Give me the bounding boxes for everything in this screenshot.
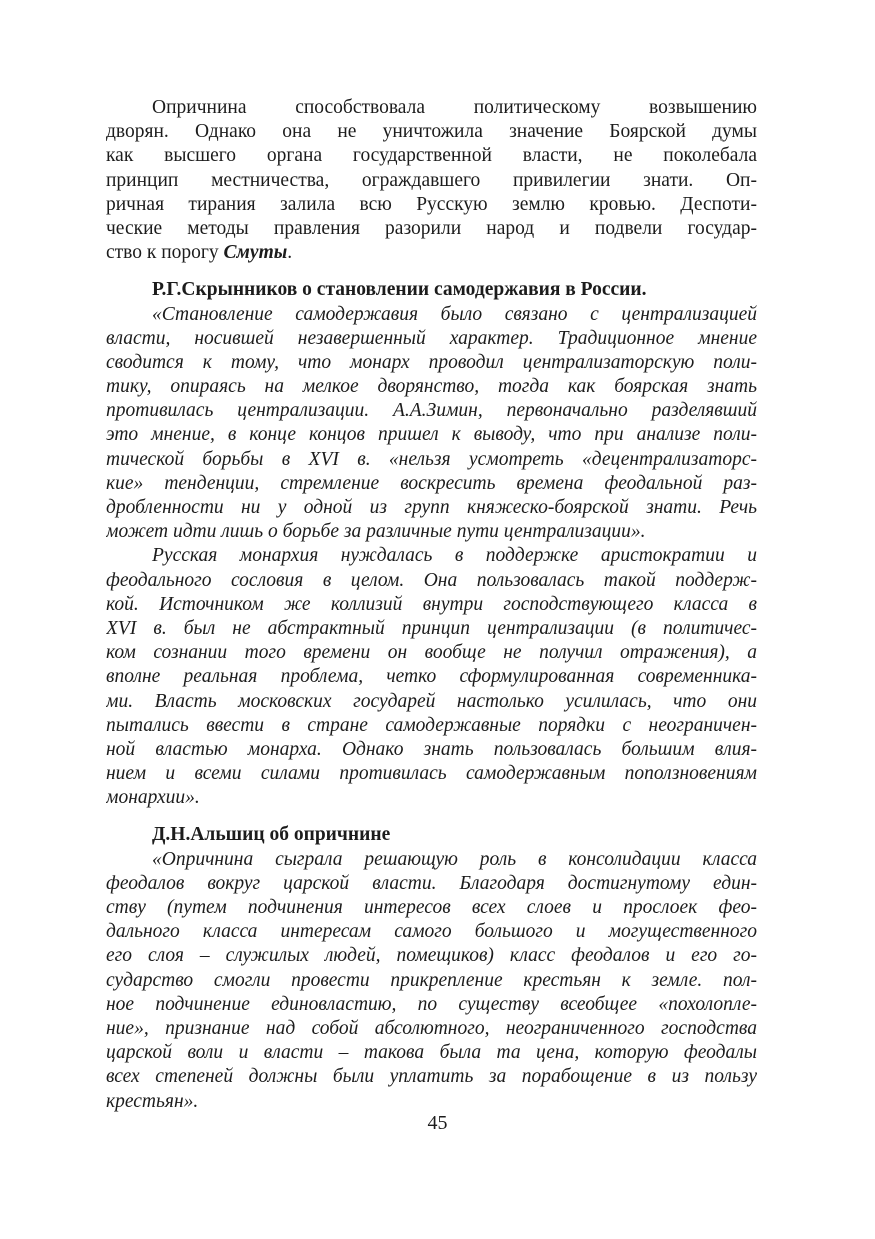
text-line: царской воли и власти – такова была та цена, которую феодалы	[106, 1042, 757, 1064]
text-line: дворян. Однако она не уничтожила значение Боярской думы	[106, 121, 757, 143]
text-line: это мнение, в конце концов пришел к выводу, что при анализе поли-	[106, 424, 757, 446]
text-line: ческие методы правления разорили народ и подвели государ-	[106, 217, 757, 239]
section-heading-alshits: Д.Н.Альшиц об опричнине	[152, 824, 391, 846]
text-line: кие» тенденции, стремление воскресить времена феодальной раз-	[106, 472, 757, 494]
text-line: его слоя – служилых людей, помещиков) класс феодалов и его го-	[106, 945, 757, 967]
text-line: ное подчинение единовластию, по существу всеобщее «похолопле-	[106, 993, 757, 1015]
text-line: как высшего органа государственной власти, не поколебала	[106, 145, 757, 167]
text-fragment: ство к порогу	[106, 242, 224, 264]
section-heading-skrynnikov: Р.Г.Скрынников о становлении самодержавия в России.	[152, 279, 647, 301]
text-line: ной властью монарха. Однако знать пользовалась большим влия-	[106, 738, 757, 760]
text-line: принцип местничества, ограждавшего привилегии знати. Оп-	[106, 169, 757, 191]
quote-skrynnikov	[106, 303, 757, 545]
page-number: 45	[427, 1112, 448, 1134]
text-line: противилась централизации. А.А.Зимин, первоначально разделявший	[106, 400, 757, 422]
text-line: ком сознании того времени он вообще не получил отражения), а	[106, 642, 757, 664]
text-line: может идти лишь о борьбе за различные пути централизации».	[106, 521, 646, 543]
text-line: Русская монархия нуждалась в поддержке аристократии и	[152, 545, 757, 567]
text-line: тику, опираясь на мелкое дворянство, тогда как боярская знать	[106, 376, 757, 398]
text-line: «Опричнина сыграла решающую роль в консолидации класса	[152, 848, 757, 870]
text-line: крестьян».	[106, 1090, 199, 1112]
text-line: дального класса интересам самого большого и могущественного	[106, 921, 757, 943]
text-line: ричная тирания залила всю Русскую землю кровью. Деспоти-	[106, 193, 757, 215]
text-line: ние», признание над собой абсолютного, неограниченного господства	[106, 1017, 757, 1039]
text-line: XVI в. был не абстрактный принцип централизации (в политичес-	[106, 617, 757, 639]
text-line: «Становление самодержавия было связано с централизацией	[152, 303, 757, 325]
quote-skrynnikov-continued	[106, 544, 757, 810]
text-line: тической борьбы в XVI в. «нельзя усмотреть «децентрализаторс-	[106, 448, 757, 470]
text-line: дробленности ни у одной из групп княжеско-боярской знати. Речь	[106, 497, 757, 518]
text-line: феодалов вокруг царской власти. Благодаря достигнутому един-	[106, 872, 757, 894]
text-line: феодального сословия в целом. Она пользовалась такой поддерж-	[106, 569, 757, 591]
text-line: монархии».	[106, 787, 200, 809]
text-line: Опричнина способствовала политическому возвышению	[152, 97, 757, 118]
text-line: сударство смогли провести прикрепление крестьян к земле. пол-	[106, 969, 757, 991]
paragraph-oprichnina-summary	[106, 96, 757, 265]
quote-alshits	[106, 848, 757, 1114]
text-line: пытались ввести в стране самодержавные порядки с неограничен-	[106, 714, 757, 736]
text-line: кой. Источником же коллизий внутри господствующего класса в	[106, 593, 757, 615]
text-line	[106, 241, 757, 265]
text-fragment: .	[287, 242, 293, 264]
text-line: власти, носившей незавершенный характер. Традиционное мнение	[106, 327, 757, 349]
text-line: ству (путем подчинения интересов всех слоев и прослоек фео-	[106, 897, 757, 918]
text-line: всех степеней должны были уплатить за порабощение в из пользу	[106, 1066, 757, 1088]
text-line: вполне реальная проблема, четко сформулированная современника-	[106, 666, 757, 688]
text-line: сводится к тому, что монарх проводил централизаторскую поли-	[106, 351, 757, 373]
text-line: нием и всеми силами противилась самодержавным поползновениям	[106, 763, 757, 785]
term-smuta: Смуты	[223, 242, 288, 264]
text-line: ми. Власть московских государей настолько усилилась, что они	[106, 690, 757, 712]
